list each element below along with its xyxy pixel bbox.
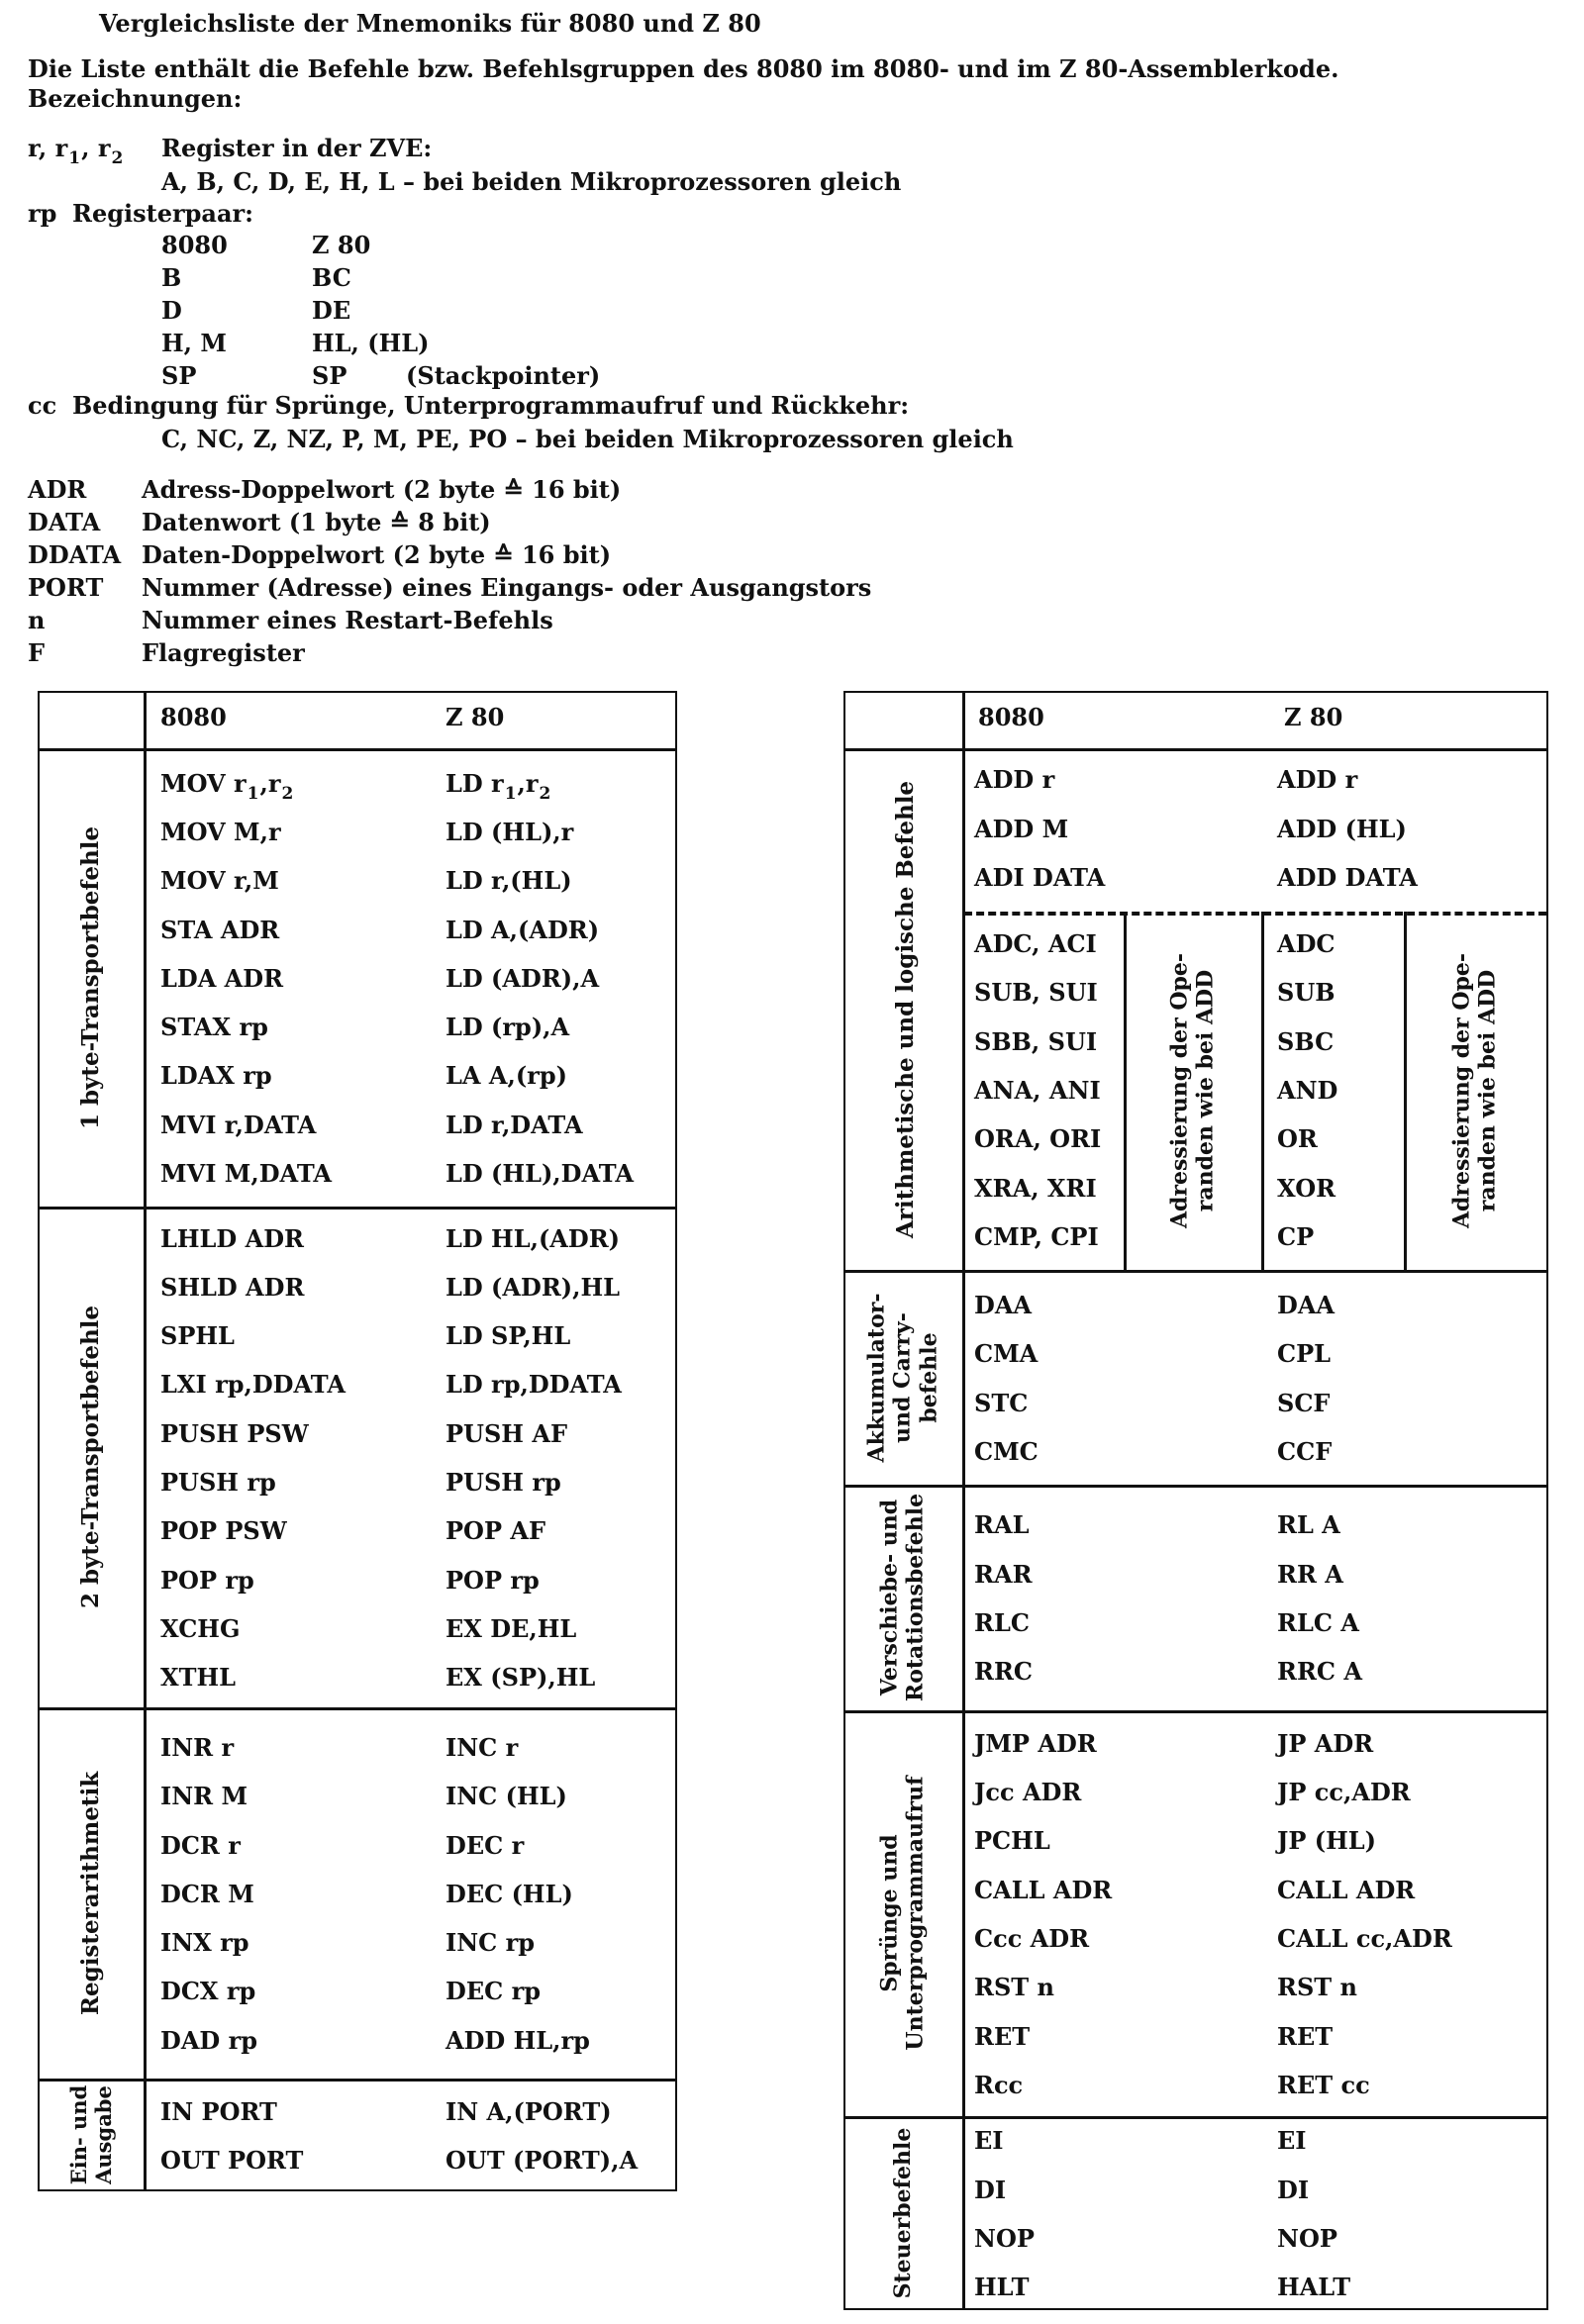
arith-sub-z80: OR xyxy=(1277,1124,1318,1154)
arith-sub-z80: XOR xyxy=(1277,1173,1336,1203)
rp-cell: 8080 xyxy=(161,231,228,259)
right-row-z80: SCF xyxy=(1277,1388,1331,1417)
left-row-z80: LD $r_1,r_2$ xyxy=(446,768,551,804)
arith-sub-z80: SUB xyxy=(1277,978,1336,1008)
left-row-8080: SPHL xyxy=(160,1321,235,1351)
rp-cell: SP xyxy=(312,361,347,390)
legend-r-text: Register in der ZVE: xyxy=(161,134,433,162)
right-row-8080: RAL xyxy=(974,1510,1030,1540)
legend-rp-label: rp xyxy=(28,199,57,228)
left-row-z80: POP AF xyxy=(446,1516,546,1546)
legend-r-desc: A, B, C, D, E, H, L – bei beiden Mikroprozessoren gleich xyxy=(161,167,902,196)
left-row-8080: STAX rp xyxy=(160,1013,268,1042)
right-row-8080: RLC xyxy=(974,1608,1030,1637)
abbrev-key: F xyxy=(28,638,46,667)
left-row-8080: PUSH rp xyxy=(160,1468,276,1497)
abbrev-value: Nummer eines Restart-Befehls xyxy=(142,606,553,634)
left-row-8080: MVI r,DATA xyxy=(160,1110,317,1139)
left-row-8080: DAD rp xyxy=(160,2025,258,2055)
left-row-z80: OUT (PORT),A xyxy=(446,2146,639,2175)
left-row-8080: POP rp xyxy=(160,1565,254,1595)
group-label: Sprünge und Unterprogrammaufruf xyxy=(876,1776,929,2051)
abbrev-key: DATA xyxy=(28,508,101,536)
abbrev-value: Flagregister xyxy=(142,638,305,667)
left-row-z80: LD (ADR),HL xyxy=(446,1272,621,1302)
group-label: Steuerbefehle xyxy=(889,2127,916,2299)
legend-cc-text: Bedingung für Sprünge, Unterprogrammaufruf und Rückkehr: xyxy=(72,391,910,420)
left-row-8080: DCX rp xyxy=(160,1977,256,2006)
rp-cell: SP xyxy=(161,361,197,390)
left-row-z80: DEC rp xyxy=(446,1977,541,2006)
left-row-8080: PUSH PSW xyxy=(160,1418,309,1448)
right-row-8080: STC xyxy=(974,1388,1029,1417)
rp-cell: BC xyxy=(312,263,351,292)
left-row-8080: XCHG xyxy=(160,1613,241,1643)
left-row-8080: LDA ADR xyxy=(160,963,284,993)
rp-cell: (Stackpointer) xyxy=(406,361,601,390)
right-table xyxy=(843,691,1548,2310)
right-row-z80: RST n xyxy=(1277,1973,1357,2002)
group-label: Ein- und Ausgabe xyxy=(65,2084,116,2185)
arith-row-8080: ADD M xyxy=(974,814,1069,843)
left-row-8080: POP PSW xyxy=(160,1516,287,1546)
group-label: 1 byte-Transportbefehle xyxy=(77,825,105,1129)
left-col-8080: 8080 xyxy=(160,703,227,731)
left-row-z80: DEC (HL) xyxy=(446,1879,573,1908)
right-row-8080: Ccc ADR xyxy=(974,1924,1090,1953)
page-title: Vergleichsliste der Mnemoniks für 8080 und Z 80 xyxy=(99,9,761,38)
right-row-8080: EI xyxy=(974,2126,1004,2156)
right-row-8080: RRC xyxy=(974,1657,1033,1687)
intro-text: Die Liste enthält die Befehle bzw. Befehlsgruppen des 8080 im 8080- und im Z 80-Assemblerkode. xyxy=(28,54,1339,83)
left-row-8080: IN PORT xyxy=(160,2096,277,2126)
addressing-note-z80: Adressierung der Ope- randen wie bei ADD xyxy=(1448,952,1501,1229)
left-row-z80: PUSH rp xyxy=(446,1468,561,1497)
right-row-8080: RST n xyxy=(974,1973,1054,2002)
right-row-8080: HLT xyxy=(974,2273,1030,2302)
right-row-8080: CMC xyxy=(974,1436,1039,1466)
abbrev-value: Datenwort (1 byte ≙ 8 bit) xyxy=(142,508,491,536)
right-row-z80: CPL xyxy=(1277,1339,1332,1369)
right-col-8080: 8080 xyxy=(978,703,1044,731)
left-row-8080: MOV r,M xyxy=(160,866,279,896)
right-row-z80: CALL ADR xyxy=(1277,1875,1416,1904)
left-row-z80: LD rp,DDATA xyxy=(446,1370,622,1400)
arith-sub-z80: CP xyxy=(1277,1221,1315,1251)
dashed-separator xyxy=(964,912,1546,916)
right-row-8080: CALL ADR xyxy=(974,1875,1113,1904)
left-row-z80: INC rp xyxy=(446,1928,536,1958)
left-row-8080: INX rp xyxy=(160,1928,249,1958)
left-row-z80: LD r,DATA xyxy=(446,1110,583,1139)
right-row-z80: EI xyxy=(1277,2126,1307,2156)
left-row-8080: MVI M,DATA xyxy=(160,1159,332,1189)
right-row-8080: DAA xyxy=(974,1290,1033,1319)
arith-sub-z80: AND xyxy=(1277,1075,1338,1105)
right-row-8080: JMP ADR xyxy=(974,1728,1097,1758)
arith-row-z80: ADD r xyxy=(1277,765,1358,794)
left-row-z80: IN A,(PORT) xyxy=(446,2096,612,2126)
left-row-z80: INC r xyxy=(446,1732,519,1762)
arith-row-8080: ADD r xyxy=(974,765,1055,794)
left-row-8080: SHLD ADR xyxy=(160,1272,305,1302)
left-row-8080: LXI rp,DDATA xyxy=(160,1370,346,1400)
left-row-z80: LD (ADR),A xyxy=(446,963,600,993)
left-row-z80: DEC r xyxy=(446,1830,525,1860)
left-row-z80: LD (HL),r xyxy=(446,817,574,846)
right-row-8080: PCHL xyxy=(974,1826,1050,1856)
right-row-8080: RAR xyxy=(974,1559,1033,1589)
legend-rp-text: Registerpaar: xyxy=(72,199,254,228)
abbrev-key: n xyxy=(28,606,46,634)
left-row-z80: POP rp xyxy=(446,1565,540,1595)
left-row-8080: INR r xyxy=(160,1732,235,1762)
abbrev-key: PORT xyxy=(28,573,104,602)
arith-sub-8080: ADC, ACI xyxy=(974,929,1097,958)
right-row-8080: CMA xyxy=(974,1339,1039,1369)
right-row-8080: Rcc xyxy=(974,2070,1024,2099)
group-label: Akkumulator- und Carry- befehle xyxy=(863,1293,942,1462)
left-row-z80: PUSH AF xyxy=(446,1418,567,1448)
right-row-z80: RET cc xyxy=(1277,2070,1370,2099)
left-row-8080: DCR M xyxy=(160,1879,254,1908)
right-row-z80: DAA xyxy=(1277,1290,1336,1319)
rp-cell: D xyxy=(161,296,182,325)
rp-cell: B xyxy=(161,263,182,292)
intro-label: Bezeichnungen: xyxy=(28,84,243,113)
left-row-z80: LD A,(ADR) xyxy=(446,915,600,944)
abbrev-value: Nummer (Adresse) eines Eingangs- oder Ausgangstors xyxy=(142,573,872,602)
rp-cell: DE xyxy=(312,296,351,325)
right-row-z80: CALL cc,ADR xyxy=(1277,1924,1452,1953)
left-row-8080: LDAX rp xyxy=(160,1061,272,1091)
right-row-8080: Jcc ADR xyxy=(974,1778,1082,1807)
right-row-8080: RET xyxy=(974,2021,1031,2051)
rp-cell: HL, (HL) xyxy=(312,329,430,357)
left-row-8080: OUT PORT xyxy=(160,2146,304,2175)
right-col-z80: Z 80 xyxy=(1284,703,1343,731)
right-row-8080: NOP xyxy=(974,2224,1035,2253)
arith-row-z80: ADD DATA xyxy=(1277,863,1418,892)
left-row-z80: LD r,(HL) xyxy=(446,866,572,896)
right-row-z80: RRC A xyxy=(1277,1657,1362,1687)
group-label: Registerarithmetik xyxy=(77,1771,105,2015)
left-row-z80: LD SP,HL xyxy=(446,1321,571,1351)
group-label: Verschiebe- und Rotationsbefehle xyxy=(876,1493,929,1702)
right-row-z80: JP cc,ADR xyxy=(1277,1778,1411,1807)
rp-cell: H, M xyxy=(161,329,227,357)
left-col-z80: Z 80 xyxy=(446,703,505,731)
abbrev-value: Daten-Doppelwort (2 byte ≙ 16 bit) xyxy=(142,540,612,569)
right-row-z80: NOP xyxy=(1277,2224,1337,2253)
arith-sub-8080: CMP, CPI xyxy=(974,1221,1099,1251)
arith-row-8080: ADI DATA xyxy=(974,863,1106,892)
left-row-8080: INR M xyxy=(160,1782,248,1811)
group-label: 2 byte-Transportbefehle xyxy=(77,1305,105,1609)
left-row-8080: DCR r xyxy=(160,1830,241,1860)
arith-sub-8080: XRA, XRI xyxy=(974,1173,1097,1203)
arith-sub-8080: ANA, ANI xyxy=(974,1075,1101,1105)
left-row-z80: EX (SP),HL xyxy=(446,1663,596,1693)
right-row-z80: JP (HL) xyxy=(1277,1826,1377,1856)
arith-sub-8080: SBB, SUI xyxy=(974,1026,1098,1056)
left-row-z80: INC (HL) xyxy=(446,1782,567,1811)
left-row-8080: XTHL xyxy=(160,1663,237,1693)
group-label-arith: Arithmetische und logische Befehle xyxy=(892,780,920,1239)
right-row-z80: RET xyxy=(1277,2021,1334,2051)
legend-r-label: r, $r_1$, $r_2$ xyxy=(28,134,124,168)
arith-sub-8080: ORA, ORI xyxy=(974,1124,1102,1154)
arith-sub-8080: SUB, SUI xyxy=(974,978,1098,1008)
left-row-8080: MOV M,r xyxy=(160,817,281,846)
left-row-8080: STA ADR xyxy=(160,915,280,944)
left-row-z80: LD (rp),A xyxy=(446,1013,570,1042)
left-row-z80: EX DE,HL xyxy=(446,1613,577,1643)
left-row-z80: ADD HL,rp xyxy=(446,2025,590,2055)
right-row-z80: RR A xyxy=(1277,1559,1343,1589)
arith-sub-z80: SBC xyxy=(1277,1026,1335,1056)
left-row-z80: LD (HL),DATA xyxy=(446,1159,634,1189)
rp-cell: Z 80 xyxy=(312,231,371,259)
abbrev-key: ADR xyxy=(28,475,87,504)
abbrev-value: Adress-Doppelwort (2 byte ≙ 16 bit) xyxy=(142,475,622,504)
right-row-z80: RL A xyxy=(1277,1510,1340,1540)
left-row-8080: LHLD ADR xyxy=(160,1223,304,1253)
addressing-note-8080: Adressierung der Ope- randen wie bei ADD xyxy=(1166,952,1219,1229)
abbrev-key: DDATA xyxy=(28,540,122,569)
right-row-z80: CCF xyxy=(1277,1436,1333,1466)
arith-row-z80: ADD (HL) xyxy=(1277,814,1407,843)
right-row-z80: HALT xyxy=(1277,2273,1351,2302)
right-row-z80: JP ADR xyxy=(1277,1728,1374,1758)
legend-cc-label: cc xyxy=(28,391,57,420)
left-row-z80: LA A,(rp) xyxy=(446,1061,567,1091)
right-row-z80: DI xyxy=(1277,2175,1310,2204)
legend-cc-desc: C, NC, Z, NZ, P, M, PE, PO – bei beiden Mikroprozessoren gleich xyxy=(161,425,1014,453)
right-row-z80: RLC A xyxy=(1277,1608,1359,1637)
arith-sub-z80: ADC xyxy=(1277,929,1336,958)
left-row-8080: MOV $r_1,r_2$ xyxy=(160,768,294,804)
left-row-z80: LD HL,(ADR) xyxy=(446,1223,621,1253)
right-row-8080: DI xyxy=(974,2175,1007,2204)
